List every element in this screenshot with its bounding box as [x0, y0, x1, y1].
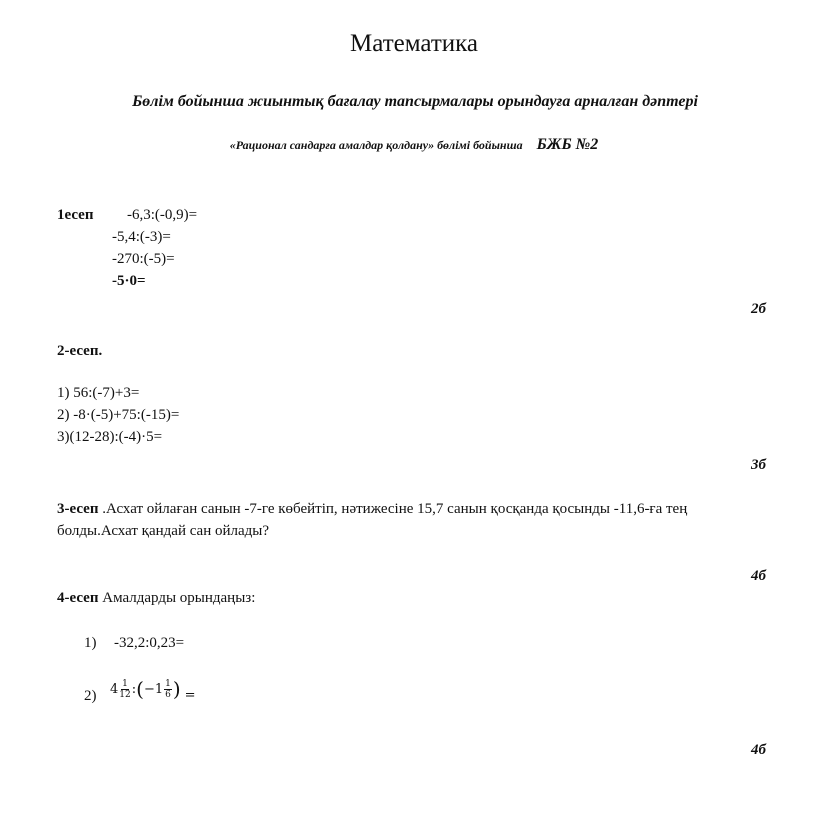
task4-item2-expression [110, 672, 196, 706]
task2-label: 2-есеп. [57, 343, 103, 359]
task3-points: 4б [751, 568, 766, 584]
equals-sign: = [184, 687, 196, 703]
document-subtitle: Бөлім бойынша жиынтық бағалау тапсырмалары орындауға арналған дәптері [132, 93, 698, 110]
task4-instruction: Амалдарды орындаңыз: [102, 590, 256, 606]
task3-label: 3-есеп [57, 501, 99, 517]
task4-points: 4б [751, 742, 766, 758]
task1-line-3: -270:(-5)= [112, 251, 175, 267]
task3-paragraph [57, 498, 769, 542]
task1-line-1: -6,3:(-0,9)= [127, 207, 198, 223]
close-paren: ) [172, 677, 181, 701]
fraction-2-numerator: 1 [165, 678, 171, 689]
fraction-1-numerator: 1 [122, 678, 128, 689]
task1-label: 1есеп [57, 207, 94, 223]
fraction-2 [164, 679, 172, 700]
section-line [0, 136, 828, 154]
task4-item1: -32,2:0,23= [114, 635, 185, 651]
mixed-number-whole-1: 4 [110, 681, 119, 697]
page-title: Математика [350, 30, 478, 57]
bjb-number: БЖБ №2 [536, 136, 599, 153]
open-paren: ( [136, 677, 144, 701]
division-colon: : [131, 681, 137, 697]
section-name: «Рационал сандарға амалдар қолдану» бөлімі бойынша [229, 138, 523, 152]
fraction-1 [119, 679, 130, 700]
task2-line-3: 3)(12-28):(-4)·5= [57, 429, 163, 445]
task3-text: .Асхат ойлаған санын -7-ге көбейтіп, нәтижесіне 15,7 санын қосқанда қосынды -11,6-ға тең болды.Асхат қандай сан ойлады? [57, 501, 688, 539]
task2-points: 3б [751, 457, 766, 473]
task2-line-1: 1) 56:(-7)+3= [57, 385, 140, 401]
task4-item1-number: 1) [84, 635, 97, 651]
task1-line-4: -5·0= [112, 273, 146, 289]
mixed-number-whole-2: −1 [143, 681, 164, 697]
fraction-2-denominator: 6 [165, 689, 171, 700]
task1-line-2: -5,4:(-3)= [112, 229, 171, 245]
fraction-1-denominator: 12 [119, 689, 131, 700]
task4-label: 4-есеп [57, 590, 99, 606]
task4-header [57, 590, 255, 607]
task2-line-2: 2) -8·(-5)+75:(-15)= [57, 407, 180, 423]
task1-points: 2б [751, 301, 766, 317]
task4-item2-number: 2) [84, 688, 97, 704]
